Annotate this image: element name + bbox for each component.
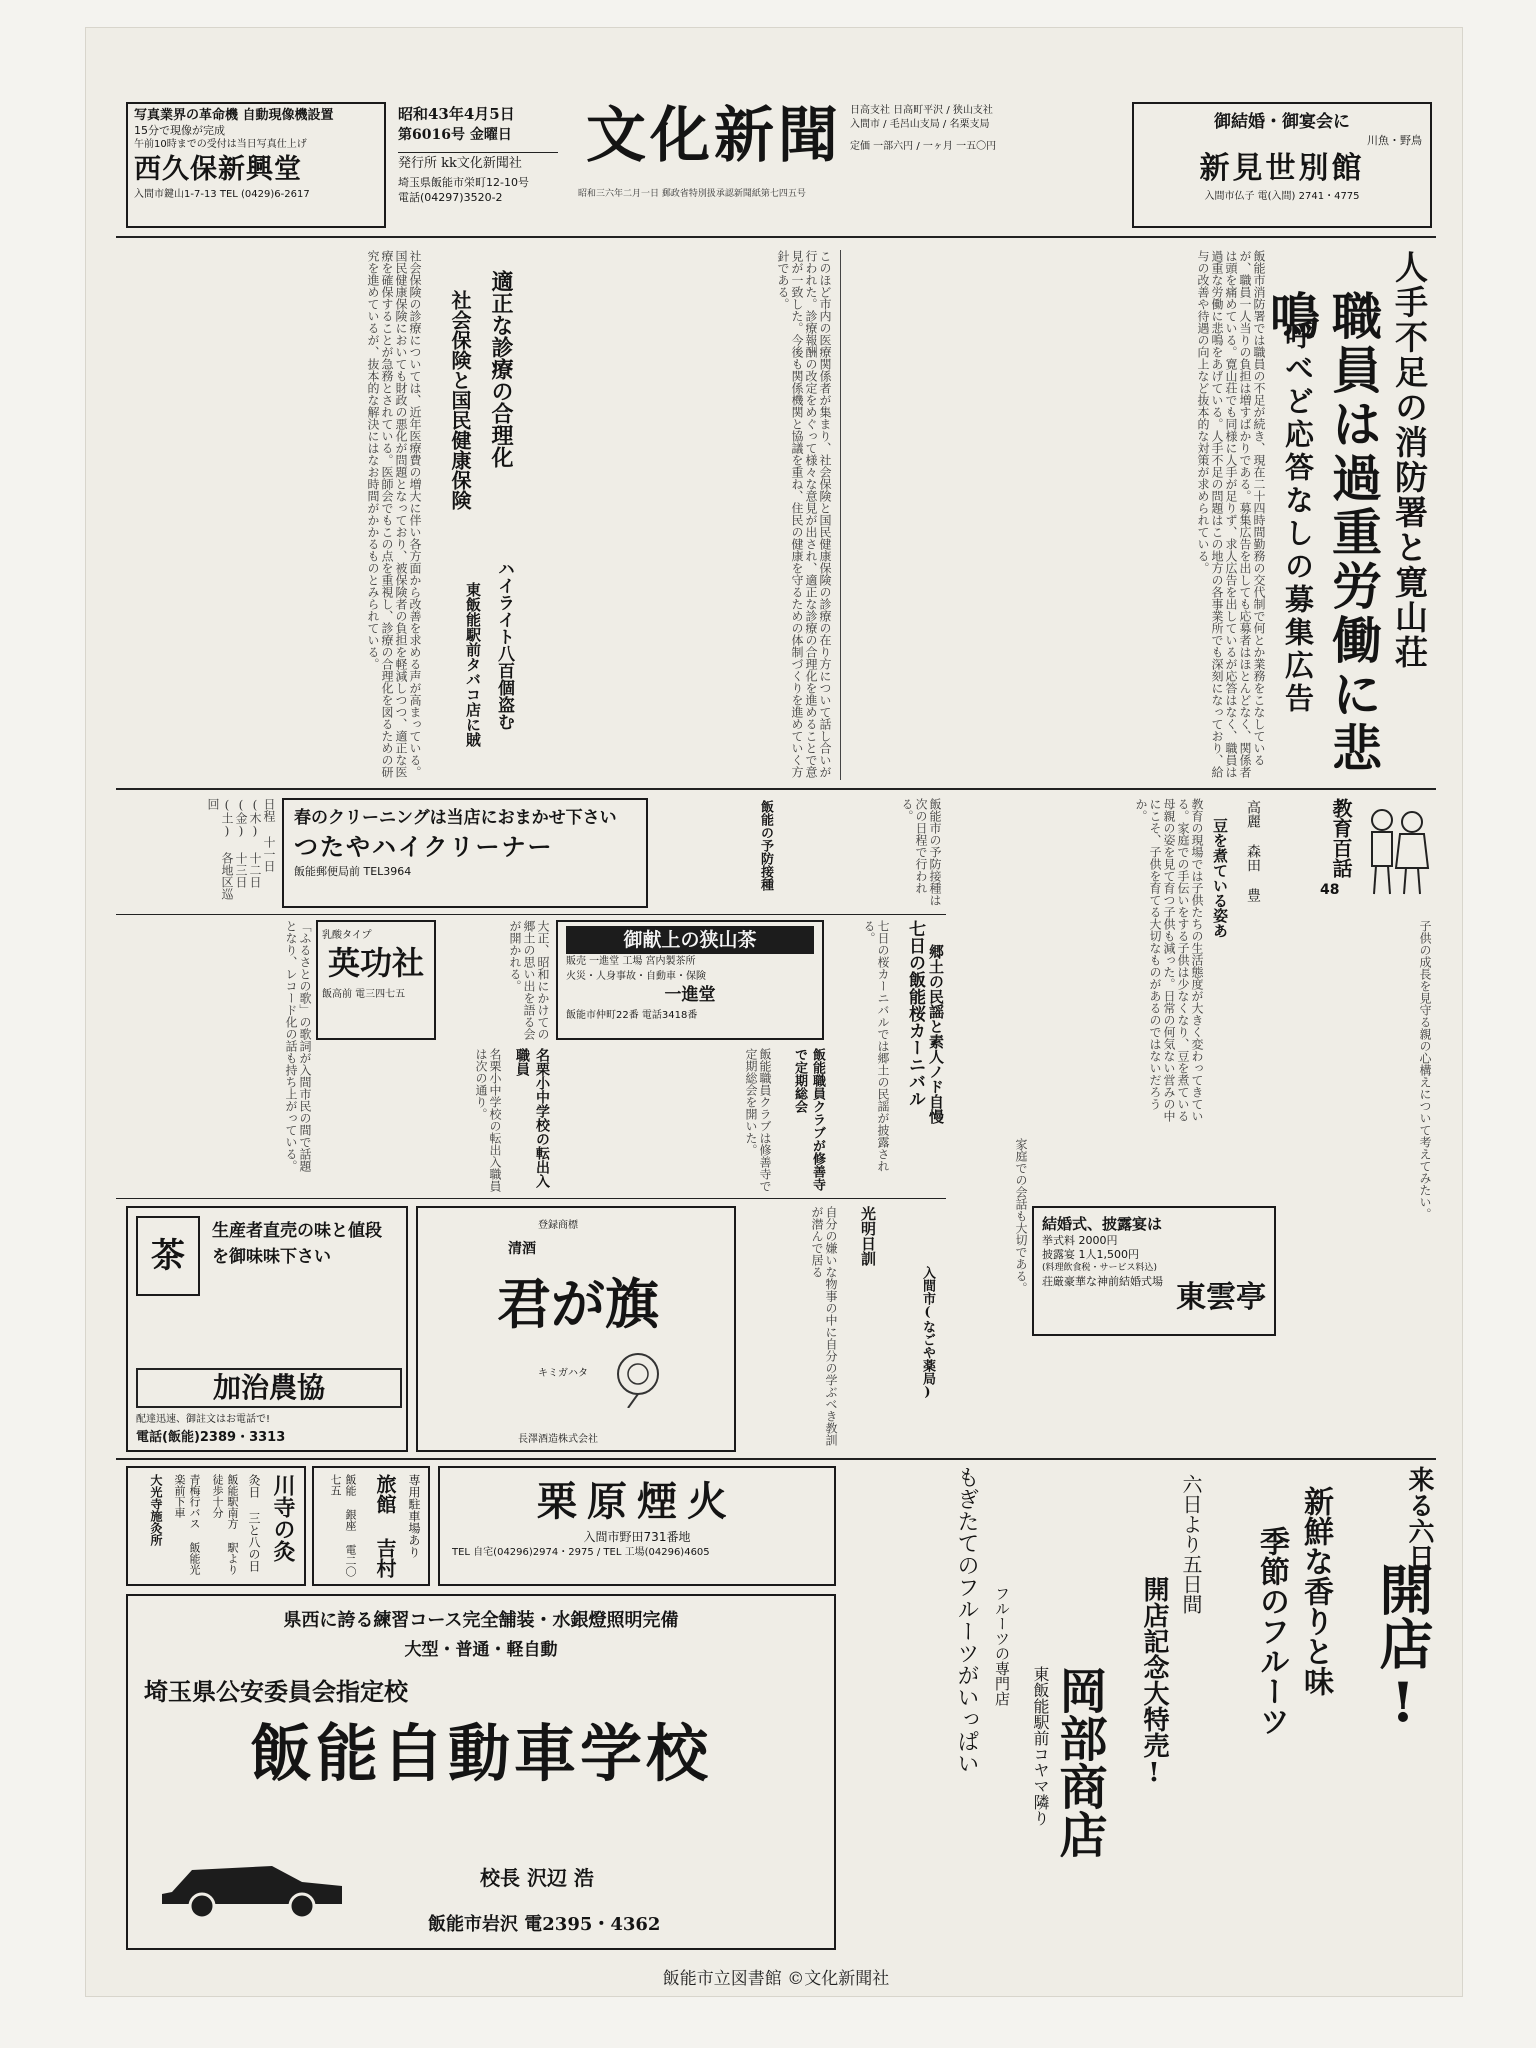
ad-line: 写真業界の革命機 自動現像機設置 — [134, 108, 334, 123]
fruit-shop-name: 岡部商店 — [1051, 1666, 1107, 1858]
tea-address: 飯能市仲町22番 電話3418番 — [566, 1010, 698, 1021]
ad-shop-name: 西久保新興堂 — [134, 154, 302, 185]
pharmacy — [886, 1206, 942, 1452]
editorial-subtitle: 社会保険と国民健康保険 — [448, 290, 472, 510]
prices: 定価 一部六円 / 一ヶ月 一五〇円 — [850, 141, 997, 152]
education-lower-body: 家庭での会話も大切である。 — [1014, 1138, 1028, 1294]
ad-address: 入間市鍵山1-7-13 TEL (0429)6-2617 — [134, 189, 310, 200]
kawadera-ad — [126, 1466, 306, 1586]
wedding-place: 荘厳豪華な神前結婚式場 — [1042, 1275, 1163, 1288]
branches: 日高支社 日高町平沢 / 狭山支社 入間市 / 毛呂山支局 / 名栗支局 — [850, 105, 993, 130]
noukyou-ad — [126, 1206, 408, 1452]
postal-note: 昭和三六年二月一日 郵政省特別扱承認新聞紙第七四五号 — [578, 189, 806, 199]
issue-number: 第6016号 金曜日 — [398, 127, 512, 143]
small-story: 大正、昭和にかけての郷土の思い出を語る会が開かれる。 — [508, 920, 550, 1040]
motto-body — [748, 1206, 838, 1452]
wedding-ad — [1032, 1206, 1276, 1336]
left-story-body: 社会保険の診療については、近年医療費の増大に伴い各方面から改善を求める声が高まっている。国民健康保険においても財政の悪化が問題となっており、被保険者の負担を軽減しつつ、適正な医療を確保することが急務とされている。医師会でもこの点を重視し、診療の合理化を図るための研究を進めているが、抜本的な解決にはなお時間がかかるものとみられている。 — [366, 250, 422, 778]
lead-headline-top: 人手不足の消防署と寛山荘 — [1390, 250, 1429, 670]
tea-insurance: 火災・人身事故・自動車・保険 — [566, 971, 706, 982]
eikosha-name: 英功社 — [327, 944, 424, 982]
lead-headline-sub: 呼べど応答なしの募集広告 — [1281, 320, 1315, 716]
editorial-title: 適正な診療の合理化 — [488, 270, 514, 468]
middle-story-body: このほど市内の医療関係者が集まり、社会保険と国民健康保険の診療の在り方について話し合いが行われた。診療報酬の改定をめぐって様々な意見が出され、適正な診療の合理化を進めることで意見が一致した。今後も関係機関と協議を重ね、住民の健康を守るための体制づくりを進めていく方針である。 — [776, 250, 832, 778]
ad-line: 15分で現像が完成 — [134, 124, 225, 137]
publisher: 発行所 kk文化新聞社 — [398, 156, 522, 171]
carnival-body: 七日の桜カーニバルでは郷土の民謡が披露される。 — [862, 920, 890, 1172]
editorial — [426, 250, 520, 550]
noukyou-tagline: 生産者直売の味と値段を御味味下さい — [212, 1221, 382, 1267]
wedding-title: 結婚式、披露宴は — [1042, 1215, 1163, 1233]
fruit-open-date: 来る六日 — [1404, 1466, 1434, 1570]
eikosha-sub: 飯高前 電三四七五 — [322, 989, 406, 1000]
fireworks-tel: TEL 自宅(04296)2974・2975 / TEL 工場(04296)4605 — [452, 1547, 710, 1558]
cleaning-tagline: 春のクリーニングは当店におまかせ下さい — [294, 808, 617, 828]
pharmacy-name: 入間市(なごや薬局) — [920, 1266, 935, 1400]
school-transfer — [506, 1048, 552, 1194]
theft-story — [426, 558, 520, 780]
fireworks-address: 入間市野田731番地 — [583, 1530, 691, 1544]
ryokan-phone: 飯能 銀座 電二〇七五 — [329, 1474, 357, 1577]
fruit-days: 六日より五日間 — [1179, 1474, 1203, 1614]
right-lower-body: 子供の成長を見守る親の心構えについて考えてみたい。 — [1418, 920, 1432, 1220]
ad-sub: 川魚・野鳥 — [1367, 134, 1422, 147]
middle-notice-body: 飯能市の予防接種は次の日程で行われる。 — [900, 798, 942, 906]
driving-school-ad — [126, 1594, 836, 1950]
school-transfer-body: 名栗小中学校の転出入職員は次の通り。 — [474, 1048, 502, 1192]
wedding-note: (料理飲食税・サービス料込) — [1042, 1263, 1158, 1273]
fruit-shop-ad — [896, 1466, 1436, 1956]
carnival-title: 七日の飯能桜カーニバル — [905, 920, 925, 1107]
ad-line: 御結婚・御宴会に — [1214, 112, 1350, 132]
driving-phone: 飯能市岩沢 電2395・4362 — [428, 1914, 661, 1935]
kawadera-access: 飯能駅南方 駅より徒歩十分 — [211, 1474, 239, 1575]
sake-reading: キミガハタ — [538, 1368, 588, 1379]
vaccination-notice — [656, 798, 776, 908]
masthead-left-ad — [126, 102, 386, 228]
kawadera-days: 灸日 三と八の日 — [247, 1474, 261, 1572]
fruit-sale: 開店記念大特売! — [1139, 1576, 1169, 1788]
car-icon — [152, 1842, 352, 1922]
vaccination-title: 飯能の予防接種 — [758, 800, 773, 891]
sake-type: 清酒 — [508, 1241, 536, 1257]
masthead-right-ad — [1132, 102, 1432, 228]
teachers-club-body: 飯能職員クラブは修善寺で定期総会を開いた。 — [744, 1048, 772, 1192]
fruit-season: 季節のフルーツ — [1254, 1526, 1289, 1736]
sake-ad — [416, 1206, 736, 1452]
fireworks-name: 栗原煙火 — [537, 1478, 737, 1525]
noukyou-phone: 電話(飯能)2389・3313 — [136, 1430, 286, 1445]
fruit-line2: フルーツの専門店 — [993, 1586, 1011, 1706]
ryokan-name: 旅館 吉村 — [373, 1474, 397, 1578]
sake-maker: 長澤酒造株式会社 — [518, 1434, 598, 1445]
sake-name: 君が旗 — [497, 1272, 659, 1336]
chrysanthemum-icon — [598, 1348, 678, 1408]
noukyou-name: 加治農協 — [136, 1368, 402, 1408]
education-column — [1276, 798, 1432, 908]
schedule-left: 日程 十一日(木) 十二日(金) 十三日(土) 各地区巡回 — [206, 798, 276, 900]
school-transfer-title: 名栗小中学校の転出入職員 — [514, 1048, 550, 1188]
theft-title: ハイライト八百個盗む — [494, 560, 514, 730]
driving-certification: 埼玉県公安委員会指定校 — [144, 1677, 408, 1706]
cleaning-ad — [282, 798, 648, 908]
tea-ad — [556, 920, 824, 1040]
publisher-phone: 電話(04297)3520-2 — [398, 191, 503, 204]
eikosha-ad — [316, 920, 436, 1040]
kawadera-bus: 青梅行バス 飯能光楽前下車 — [173, 1474, 201, 1575]
tea-shop: 一進堂 — [664, 985, 716, 1005]
education-number: 48 — [1320, 882, 1340, 898]
fireworks-ad — [438, 1466, 836, 1586]
theft-subtitle: 東飯能駅前タバコ店に賊 — [464, 582, 482, 747]
education-title: 豆を煮ている姿あ — [1211, 818, 1229, 938]
driving-types: 大型・普通・軽自動 — [404, 1640, 558, 1660]
branch-info — [850, 104, 1000, 230]
lead-story-body: 飯能市消防署では職員の不足が続き、現在二十四時間勤務の交代制で何とか業務をこなしているが、職員一人当りの負担は増すばかりである。募集広告を出しても応募者はほとんどなく、関係者は頭を痛めている。寛山荘でも同様に人手が足りず、求人広告を出しているが応答はなく、職員は過重な労働に悲鳴をあげている。人手不足の問題はこの地方の各事業所でも深刻になっており、給与の改善や待遇の向上など抜本的な対策が求められている。 — [1196, 250, 1266, 778]
newspaper-page — [86, 28, 1462, 1996]
lead-story — [1262, 250, 1432, 780]
driving-school-name: 飯能自動車学校 — [249, 1717, 712, 1790]
publisher-address: 埼玉県飯能市栄町12-10号 — [398, 176, 529, 189]
teachers-club-title: 飯能職員クラブが修善寺で定期総会 — [792, 1048, 825, 1191]
tea-line: 販売 一進堂 工場 宮内製茶所 — [566, 956, 696, 967]
eikosha-type: 乳酸タイプ — [322, 930, 372, 941]
wedding-venue-name: 東雲亭 — [1176, 1280, 1266, 1315]
carnival-story — [892, 920, 946, 1190]
newspaper-title — [584, 98, 844, 178]
driving-top: 県西に誇る練習コース完全舗装・水銀燈照明完備 — [283, 1610, 679, 1631]
wedding-fee-reception: 披露宴 1人1,500円 — [1042, 1248, 1139, 1261]
sake-registered: 登録商標 — [538, 1220, 578, 1231]
ryokan-parking: 専用駐車場あり — [407, 1474, 421, 1558]
motto-text: 自分の嫌いな物事の中に自分の学ぶべき教訓が潜んで居る — [810, 1206, 838, 1446]
issue-date: 昭和43年4月5日 — [398, 105, 515, 123]
ryokan-ad — [312, 1466, 430, 1586]
kawadera-name: 川寺の灸 — [270, 1474, 296, 1562]
cleaning-shop-name: つたやハイクリーナー — [294, 832, 554, 861]
ad-line: 午前10時までの受付は当日写真仕上げ — [134, 139, 307, 150]
carnival-subtitle: 郷土の民謡と素人ノド自慢 — [927, 944, 945, 1124]
fruit-line1: もぎたてのフルーツがいっぱい — [954, 1466, 979, 1774]
ad-shop-name: 新見世別館 — [1199, 151, 1365, 186]
tea-leaf-icon: 茶 — [136, 1216, 200, 1296]
children-illustration — [1360, 802, 1432, 902]
fruit-address: 東飯能駅前コヤマ隣り — [1031, 1666, 1050, 1826]
lead-headline-main: 職員は過重労働に悲鳴 — [1262, 290, 1383, 776]
motto — [842, 1206, 882, 1452]
cleaning-info: 飯能郵便局前 TEL3964 — [294, 865, 412, 878]
wedding-fee-ceremony: 挙式料 2000円 — [1042, 1234, 1118, 1247]
motto-title: 光明日訓 — [859, 1206, 877, 1266]
driving-principal: 校長 沢辺 浩 — [480, 1866, 594, 1890]
record-story-body: 「ふるさとの歌」の歌詞が入間市民の間で話題となり、レコード化の話も持ち上がっている。 — [284, 920, 312, 1172]
footer-credit: 飯能市立図書館 ©文化新聞社 — [662, 1969, 890, 1989]
kawadera-place: 大光寺施灸所 — [149, 1474, 163, 1546]
fruit-open: 開店! — [1371, 1562, 1435, 1734]
teachers-club — [776, 1048, 826, 1194]
title-text: 文化新聞 — [586, 101, 842, 171]
noukyou-note: 配達迅速、御註文はお電話で! — [136, 1414, 271, 1425]
issue-info — [398, 104, 568, 230]
tea-name: 御献上の狭山茶 — [566, 926, 814, 954]
education-body: 教育の現場では子供たちの生活態度が大きく変わってきている。家庭での手伝いをする子供は少なくなり、豆を煮ている母親の姿を見て育つ子供も減った。日常の何気ない営みの中にこそ、子供を育てる大切なものがあるのではないだろうか。 — [1134, 798, 1204, 1122]
education-header: 教育百話 — [1329, 798, 1353, 878]
fruit-fresh: 新鮮な香りと味 — [1298, 1486, 1333, 1696]
ad-address: 入間市仏子 電(入間) 2741・4775 — [1204, 191, 1360, 202]
education-author: 高麗 森田 豊 — [1245, 800, 1261, 902]
